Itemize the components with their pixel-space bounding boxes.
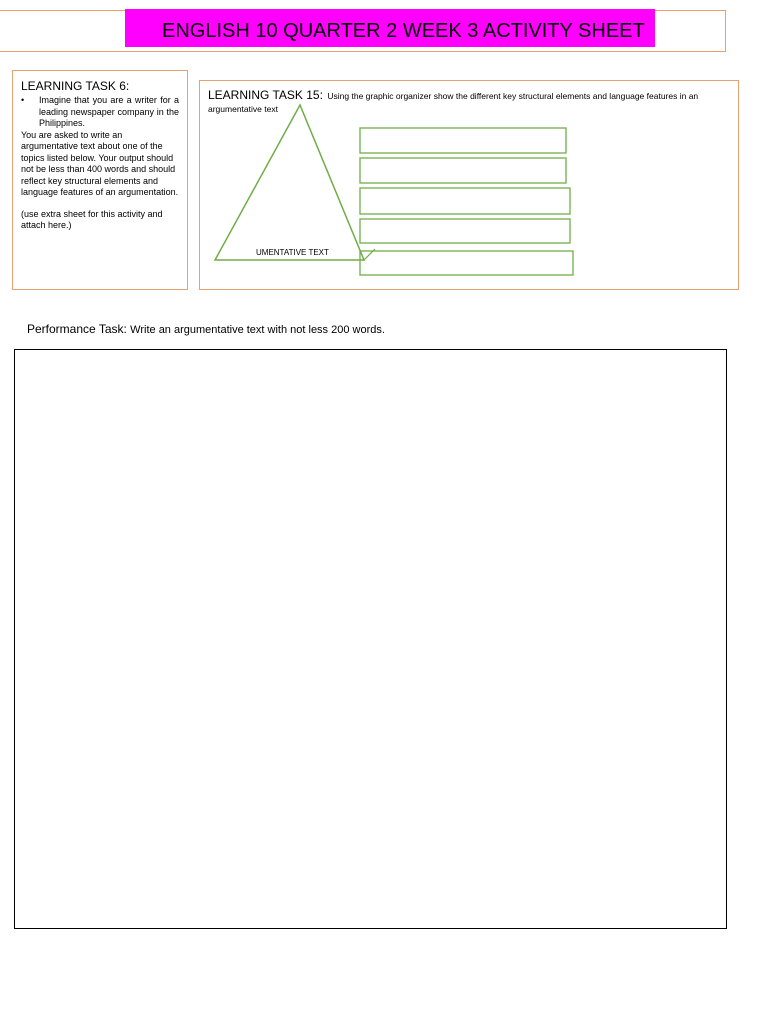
learning-task-15-box (199, 80, 739, 290)
learning-task-15-title: LEARNING TASK 15: (208, 88, 323, 102)
learning-task-6-instructions: You are asked to write an argumentative text about one of the topics listed below. Your output should not be less than 400 words and should reflect key structural elements and language features of an argumentation. (21, 129, 179, 197)
bullet-icon: • (21, 95, 25, 105)
page-title: ENGLISH 10 QUARTER 2 WEEK 3 ACTIVITY SHEET (162, 20, 645, 42)
learning-task-15-instruction: Using the graphic organizer show the different key structural elements and language features in an argumentative text (208, 91, 699, 114)
performance-task-label: Performance Task: (27, 322, 127, 336)
learning-task-6-bullet (21, 95, 179, 130)
performance-task (27, 322, 385, 336)
learning-task-6-note: (use extra sheet for this activity and attach here.) (21, 208, 163, 230)
organizer-box-3[interactable] (360, 188, 570, 214)
organizer-triangle (215, 105, 364, 260)
organizer-box-2[interactable] (360, 158, 566, 183)
learning-task-6-bullet-text: Imagine that you are a writer for a leading newspaper company in the Philippines. (39, 95, 179, 128)
learning-task-6-title: LEARNING TASK 6: (21, 79, 130, 93)
triangle-label: UMENTATIVE TEXT (256, 248, 329, 257)
learning-task-6-box (12, 70, 188, 290)
graphic-organizer (200, 81, 740, 291)
organizer-box-1[interactable] (360, 128, 566, 153)
answer-writing-box[interactable] (14, 349, 727, 929)
performance-task-text: Write an argumentative text with not less 200 words. (130, 324, 385, 336)
learning-task-6-body (21, 95, 179, 199)
organizer-box-4[interactable] (360, 219, 570, 243)
organizer-box-5[interactable] (360, 251, 573, 275)
